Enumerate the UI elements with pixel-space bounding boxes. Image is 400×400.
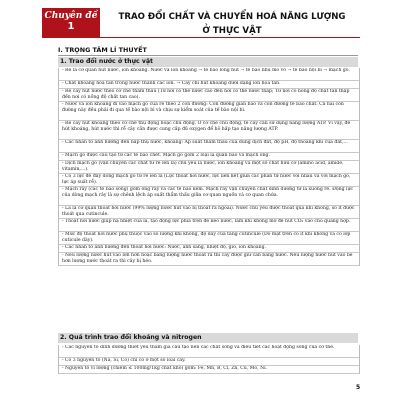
chapter-number: 1 bbox=[67, 21, 75, 32]
section-heading: I. TRỌNG TÂM LÍ THUYẾT bbox=[58, 46, 147, 54]
table-row: - Các nhân tố ảnh hưởng đến hấp thụ nước, khoáng: Áp suất thẩm thấu của dung dịch đất, độ pH, độ thoáng khí của đất,... bbox=[59, 140, 359, 153]
table-row: - Có 3 nguyên tố (Na, Si, Co) chỉ có ở một số loài cây. bbox=[59, 358, 359, 366]
table-row: - Mạch rây (các tế bào sống) gồm ống rây và các tế bào kèm. Mạch rây vận chuyển chất dinh dưỡng từ lá xuống rễ. Động lực của dòng mạch rây là sự chênh lệch áp suất thẩm thấu giữa cơ quan nguồn và cơ quan chứa. bbox=[59, 187, 359, 206]
table-row: - Mạch gỗ được cấu tạo từ các tế bào chết. Mạch gỗ gồm 2 loại là quản bào và mạch ống. bbox=[59, 153, 359, 161]
header-rule bbox=[100, 37, 360, 38]
chapter-title bbox=[102, 10, 362, 38]
table-row: - Nguyên tố vi lượng (chiếm ≤ 100mg/1kg chất khô) gồm: Fe, Mn, B, Cl, Zn, Cu, Mo, Ni. bbox=[59, 366, 359, 374]
chapter-title-line2: Ở THỰC VẬT bbox=[202, 26, 262, 36]
subsection-title-mineral: 2. Quá trình trao đổi khoáng và nitrogen bbox=[60, 334, 202, 341]
table-row: - Thoát hơi nước giúp hạ nhiệt của lá, tạo động lực phía trên để kéo nước, làm khí khổng mở để hút CO₂ vào cho quang hợp. bbox=[59, 219, 359, 232]
section-rule bbox=[58, 55, 358, 56]
table-row: - Nước và ion khoáng đi vào mạch gỗ của rễ theo 2 con đường: Con đường gian bào và con đường tế bào chất. Cả hai con đường này đều phải đi qua tế bào nội bì và chịu sự kiểm soát của tế bào nội bì. bbox=[59, 102, 359, 121]
table-row: - Nếu lượng nước hút vào lớn hơn hoặc bằng lượng nước thoát ra thì cây được giữ cân bằng nước. Nếu lượng nước hút vào bé hơn lượng nước thoát ra thì cây bị héo. bbox=[59, 253, 359, 266]
table-row: - Mức độ thoát hơi nước phụ thuộc vào số lượng khí khổng, độ dày của tầng cutincule (Do mặt trên có ít khí khổng và có lớp cuticule dày). bbox=[59, 232, 359, 245]
table-row: - Dịch mạch gỗ (vận chuyển các chất từ rễ lên lá) chủ yếu là nước, ion khoáng và một số chất hữu cơ (amino acid, amide, vitamin,...). bbox=[59, 161, 359, 174]
table-row: - Các nhân tố ảnh hưởng đến thoát hơi nước: Nước, ánh sáng, nhiệt độ, gió, ion khoáng. bbox=[59, 245, 359, 253]
table-row: - Chất khoáng hoà tan trong nước thành các ion. → Cây chỉ hút khoáng dưới dạng ion hoà tan. bbox=[59, 81, 359, 89]
table-row: - Rễ là cơ quan hút nước, ion khoáng. Nước và ion khoáng → tế bào lông hút → tế bào nhu mô vỏ → tế bào nội bì → mạch gỗ. bbox=[59, 68, 359, 81]
mineral-exchange-table bbox=[58, 345, 360, 374]
chapter-title-line1: TRAO ĐỔI CHẤT VÀ CHUYỂN HOÁ NĂNG LƯỢNG bbox=[118, 12, 346, 22]
subsection-title-water: 1. Trao đổi nước ở thực vật bbox=[60, 58, 153, 65]
chapter-badge bbox=[42, 8, 100, 38]
subsection-bar-water bbox=[58, 57, 358, 67]
table-row: - Các nguyên tố dinh dưỡng thiết yếu tham gia cấu tạo nên các chất sống và điều tiết các hoạt động sống của cơ thể. bbox=[59, 345, 359, 358]
water-exchange-table bbox=[58, 68, 360, 266]
chapter-label: Chuyên đề bbox=[44, 11, 98, 21]
table-row: - Có 3 lực để đẩy dòng mạch gỗ từ rễ lên lá (Lực thoát hơi nước, lực liên kết giữa các phân tử nước với nhau và với mạch gỗ, lực áp suất rễ). bbox=[59, 174, 359, 187]
page-number: 5 bbox=[356, 384, 361, 391]
table-row: - Rễ cây hút khoáng theo cơ chế thụ động hoặc chủ động. Ở cơ chế chủ động, tế cây cần sử dụng năng lượng ATP. Vì vậy, để hút khoáng, hút nước thì rễ cây cần được cung cấp đủ oxygen để hô hấp tạo năng lượng ATP. bbox=[59, 121, 359, 140]
subsection-bar-mineral bbox=[58, 333, 358, 343]
table-row: - Rễ cây hút nước theo cơ chế thẩm thấu (Từ nơi có thế nước cao đến nơi có thế nước thấp; Từ nơi có nồng độ chất tan thấp đến nơi có nồng độ chất tan cao). bbox=[59, 89, 359, 102]
table-row: - Lá là cơ quan thoát hơi nước (99% lượng nước hút vào bị thoát ra ngoài). Nước chủ yếu được thoát qua khí khổng, số ít được thoát qua cutincule. bbox=[59, 206, 359, 219]
